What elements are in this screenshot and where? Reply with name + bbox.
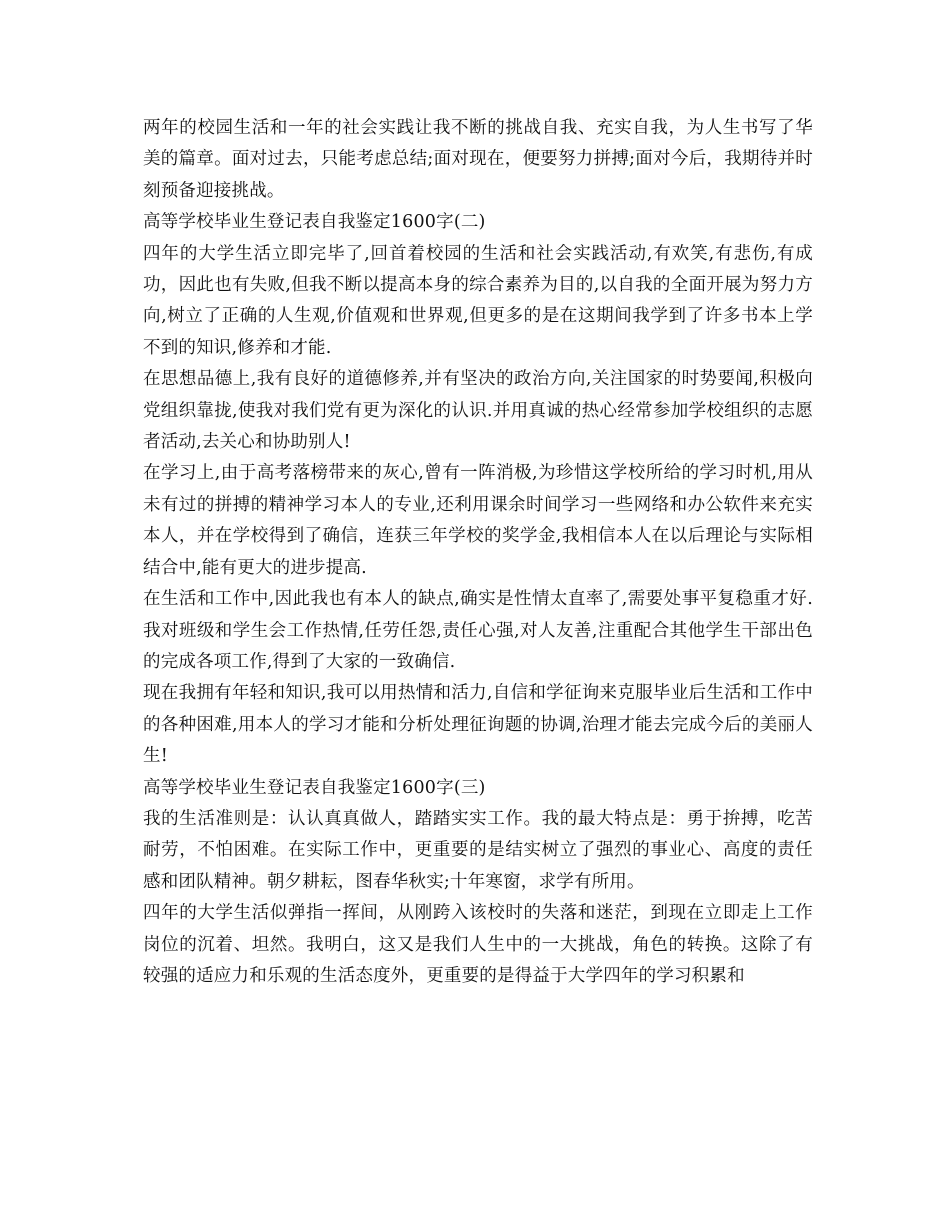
section-heading-3: 高等学校毕业生登记表自我鉴定1600字(三) bbox=[143, 777, 486, 798]
paragraph-future: 现在我拥有年轻和知识,我可以用热情和活力,自信和学征询来克服毕业后生活和工作中的各种困难,用本人的学习才能和分析处理征询题的协调,治理才能去完成今后的美丽人生! bbox=[143, 683, 813, 767]
paragraph-study: 在学习上,由于高考落榜带来的灰心,曾有一阵消极,为珍惜这学校所给的学习时机,用从未有过的拼搏的精神学习本人的专业,还利用课余时间学习一些网络和办公软件来充实本人，并在学校得到了确信，连获三年学校的奖学金,我相信本人在以后理论与实际相结合中,能有更大的进步提高. bbox=[143, 463, 813, 578]
paragraph-intro: 两年的校园生活和一年的社会实践让我不断的挑战自我、充实自我，为人生书写了华美的篇章。面对过去，只能考虑总结;面对现在，便要努力拼搏;面对今后，我期待并时刻预备迎接挑战。 bbox=[143, 118, 813, 201]
paragraph-university-life: 四年的大学生活似弹指一挥间，从刚跨入该校时的失落和迷茫，到现在立即走上工作岗位的沉着、坦然。我明白，这又是我们人生中的一大挑战，角色的转换。这除了有较强的适应力和乐观的生活态度外，更重要的是得益于大学四年的学习积累和 bbox=[143, 903, 813, 986]
paragraph-principles: 我的生活准则是：认认真真做人，踏踏实实工作。我的最大特点是：勇于拚搏，吃苦耐劳，不怕困难。在实际工作中，更重要的是结实树立了强烈的事业心、高度的责任感和团队精神。朝夕耕耘，图春华秋实;十年寒窗，求学有所用。 bbox=[143, 808, 813, 892]
paragraph-ideology: 在思想品德上,我有良好的道德修养,并有坚决的政治方向,关注国家的时势要闻,积极向党组织靠拢,使我对我们党有更为深化的认识.并用真诚的热心经常参加学校组织的志愿者活动,去关心和协助别人! bbox=[143, 369, 813, 453]
paragraph-overview: 四年的大学生活立即完毕了,回首着校园的生活和社会实践活动,有欢笑,有悲伤,有成功，因此也有失败,但我不断以提高本身的综合素养为目的,以自我的全面开展为努力方向,树立了正确的人生观,价值观和世界观,但更多的是在这期间我学到了许多书本上学不到的知识,修养和才能. bbox=[143, 243, 813, 358]
document-body bbox=[143, 113, 813, 992]
paragraph-life-work: 在生活和工作中,因此我也有本人的缺点,确实是性情太直率了,需要处事平复稳重才好.我对班级和学生会工作热情,任劳任怨,责任心强,对人友善,注重配合其他学生干部出色的完成各项工作,得到了大家的一致确信. bbox=[143, 589, 813, 672]
section-heading-2: 高等学校毕业生登记表自我鉴定1600字(二) bbox=[143, 212, 486, 233]
